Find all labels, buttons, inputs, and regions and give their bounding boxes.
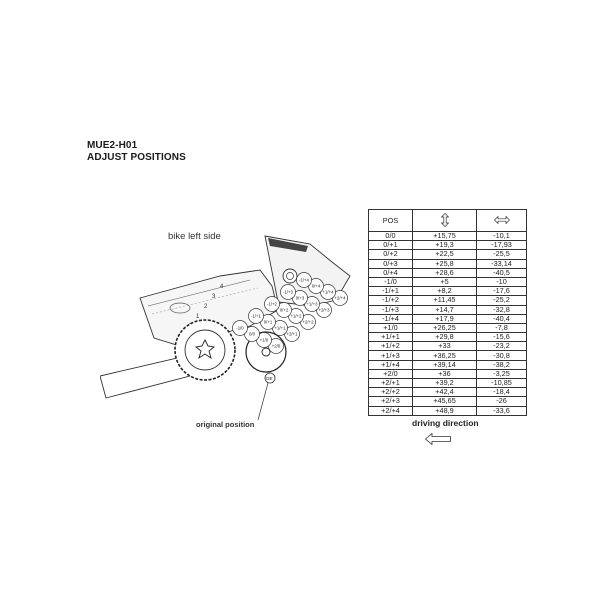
horizontal-value-cell: -23,2	[477, 342, 527, 351]
horizontal-value-cell: -10,1	[477, 232, 527, 241]
vertical-value-cell: +5	[413, 277, 477, 286]
table-row	[369, 342, 527, 351]
table-row	[369, 250, 527, 259]
eccentric-center	[262, 348, 270, 356]
pos-cell: +1/+1	[369, 333, 413, 342]
position-hole	[297, 273, 312, 288]
position-hole-label: 0/0	[249, 331, 255, 337]
position-hole-label: +2/+1	[286, 331, 298, 337]
title-block	[87, 140, 186, 164]
vertical-value-cell: +17,9	[413, 314, 477, 323]
table-row	[369, 406, 527, 415]
position-hole-label: +2/0	[271, 343, 281, 349]
vertical-value-cell: +8,2	[413, 287, 477, 296]
position-hole-label: -1/+1	[251, 313, 261, 319]
table-body	[369, 232, 527, 416]
pos-cell: +1/+3	[369, 351, 413, 360]
position-hole-label: +2/+3	[318, 307, 330, 313]
pos-cell: +2/+2	[369, 388, 413, 397]
footpeg-adjust-diagram	[100, 228, 362, 428]
scale-number: 4	[220, 284, 224, 290]
horizontal-value-cell: -17,93	[477, 241, 527, 250]
horizontal-value-cell: -33,6	[477, 406, 527, 415]
horizontal-value-cell: -15,6	[477, 333, 527, 342]
pos-cell: +1/+4	[369, 360, 413, 369]
vertical-value-cell: +39,2	[413, 379, 477, 388]
pos-cell: 0/+1	[369, 241, 413, 250]
position-hole-label: +1/+2	[290, 313, 302, 319]
position-hole-label: +1/+3	[306, 301, 318, 307]
pos-cell: +2/0	[369, 369, 413, 378]
pos-cell: -1/+2	[369, 296, 413, 305]
vertical-value-cell: +36	[413, 369, 477, 378]
vertical-value-cell: +48,9	[413, 406, 477, 415]
vertical-value-cell: +28,6	[413, 268, 477, 277]
original-position-label: original position	[196, 420, 255, 429]
table-row	[369, 360, 527, 369]
vertical-value-cell: +33	[413, 342, 477, 351]
position-hole-label: -1/+3	[283, 289, 293, 295]
horizontal-value-cell: -26	[477, 397, 527, 406]
position-hole-label: 0/+1	[263, 319, 273, 325]
scale-number: 2	[204, 304, 208, 310]
original-leader	[258, 383, 268, 420]
position-hole-label: +1/0	[259, 337, 269, 343]
horizontal-value-cell: -17,6	[477, 287, 527, 296]
vertical-value-cell: +36,25	[413, 351, 477, 360]
pos-cell: +2/+4	[369, 406, 413, 415]
horizontal-value-cell: -38,2	[477, 360, 527, 369]
horizontal-value-cell: -40,4	[477, 314, 527, 323]
position-hole	[265, 297, 280, 312]
model-title: MUE2-H01	[87, 140, 138, 151]
table-row	[369, 305, 527, 314]
position-hole-label: +1/+1	[274, 325, 286, 331]
horizontal-value-cell: -32,8	[477, 305, 527, 314]
position-hole-label: +1/+4	[322, 289, 334, 295]
position-hole-label: 0/+2	[279, 307, 289, 313]
pos-cell: 0/+3	[369, 259, 413, 268]
up-down-arrow-icon	[441, 213, 449, 227]
pos-cell: 0/0	[369, 232, 413, 241]
pos-cell: 0/+4	[369, 268, 413, 277]
horizontal-value-cell: -10	[477, 277, 527, 286]
vertical-value-cell: +22,5	[413, 250, 477, 259]
pos-cell: +1/0	[369, 323, 413, 332]
table-header-row	[369, 210, 527, 232]
scale-number: 3	[212, 294, 216, 300]
position-hole-label: +2/+2	[302, 319, 314, 325]
horizontal-value-cell: -7,8	[477, 323, 527, 332]
mount-bolt-inner	[287, 273, 294, 280]
vertical-header	[413, 210, 477, 232]
horizontal-value-cell: -30,8	[477, 351, 527, 360]
adjust-positions-title: ADJUST POSITIONS	[87, 152, 186, 163]
horizontal-value-cell: -18,4	[477, 388, 527, 397]
horizontal-value-cell: -25,5	[477, 250, 527, 259]
table-row	[369, 314, 527, 323]
vertical-value-cell: +25,8	[413, 259, 477, 268]
position-hole	[281, 285, 296, 300]
horizontal-value-cell: -25,2	[477, 296, 527, 305]
table-row	[369, 351, 527, 360]
vertical-value-cell: +26,25	[413, 323, 477, 332]
pos-cell: 0/+2	[369, 250, 413, 259]
vertical-value-cell: +39,14	[413, 360, 477, 369]
position-hole-label: 0/+3	[295, 295, 305, 301]
horizontal-value-cell: -33,14	[477, 259, 527, 268]
horizontal-header	[477, 210, 527, 232]
vertical-value-cell: +29,8	[413, 333, 477, 342]
position-hole-label: +2/+4	[334, 295, 346, 301]
original-marker: OE	[266, 376, 273, 381]
bike-side-label: bike left side	[168, 231, 221, 242]
position-hole-label: -1/+4	[299, 277, 309, 283]
pos-cell: +1/+2	[369, 342, 413, 351]
vertical-value-cell: +45,65	[413, 397, 477, 406]
pos-header: POS	[369, 210, 413, 232]
pos-cell: +2/+3	[369, 397, 413, 406]
position-hole	[249, 309, 264, 324]
pos-cell: -1/+3	[369, 305, 413, 314]
position-hole	[233, 321, 248, 336]
horizontal-value-cell: -10,85	[477, 379, 527, 388]
pos-cell: -1/0	[369, 277, 413, 286]
horizontal-value-cell: -40,5	[477, 268, 527, 277]
vertical-value-cell: +11,45	[413, 296, 477, 305]
vertical-value-cell: +19,3	[413, 241, 477, 250]
horizontal-value-cell: -3,25	[477, 369, 527, 378]
position-hole-label: -1/0	[236, 325, 244, 331]
vertical-value-cell: +42,4	[413, 388, 477, 397]
left-right-arrow-icon	[494, 216, 510, 224]
gear-inner	[185, 330, 225, 370]
pos-cell: -1/+4	[369, 314, 413, 323]
scale-number: 1	[196, 314, 200, 320]
driving-direction-label: driving direction	[412, 418, 479, 428]
pos-cell: -1/+1	[369, 287, 413, 296]
table-row	[369, 259, 527, 268]
vertical-value-cell: +15,75	[413, 232, 477, 241]
table-row	[369, 397, 527, 406]
left-arrow-icon	[425, 433, 451, 445]
position-hole-label: -1/+2	[267, 301, 277, 307]
vertical-value-cell: +14,7	[413, 305, 477, 314]
position-hole-label: 0/+4	[311, 283, 321, 289]
pos-cell: +2/+1	[369, 379, 413, 388]
position-table	[368, 209, 527, 416]
table-row	[369, 296, 527, 305]
